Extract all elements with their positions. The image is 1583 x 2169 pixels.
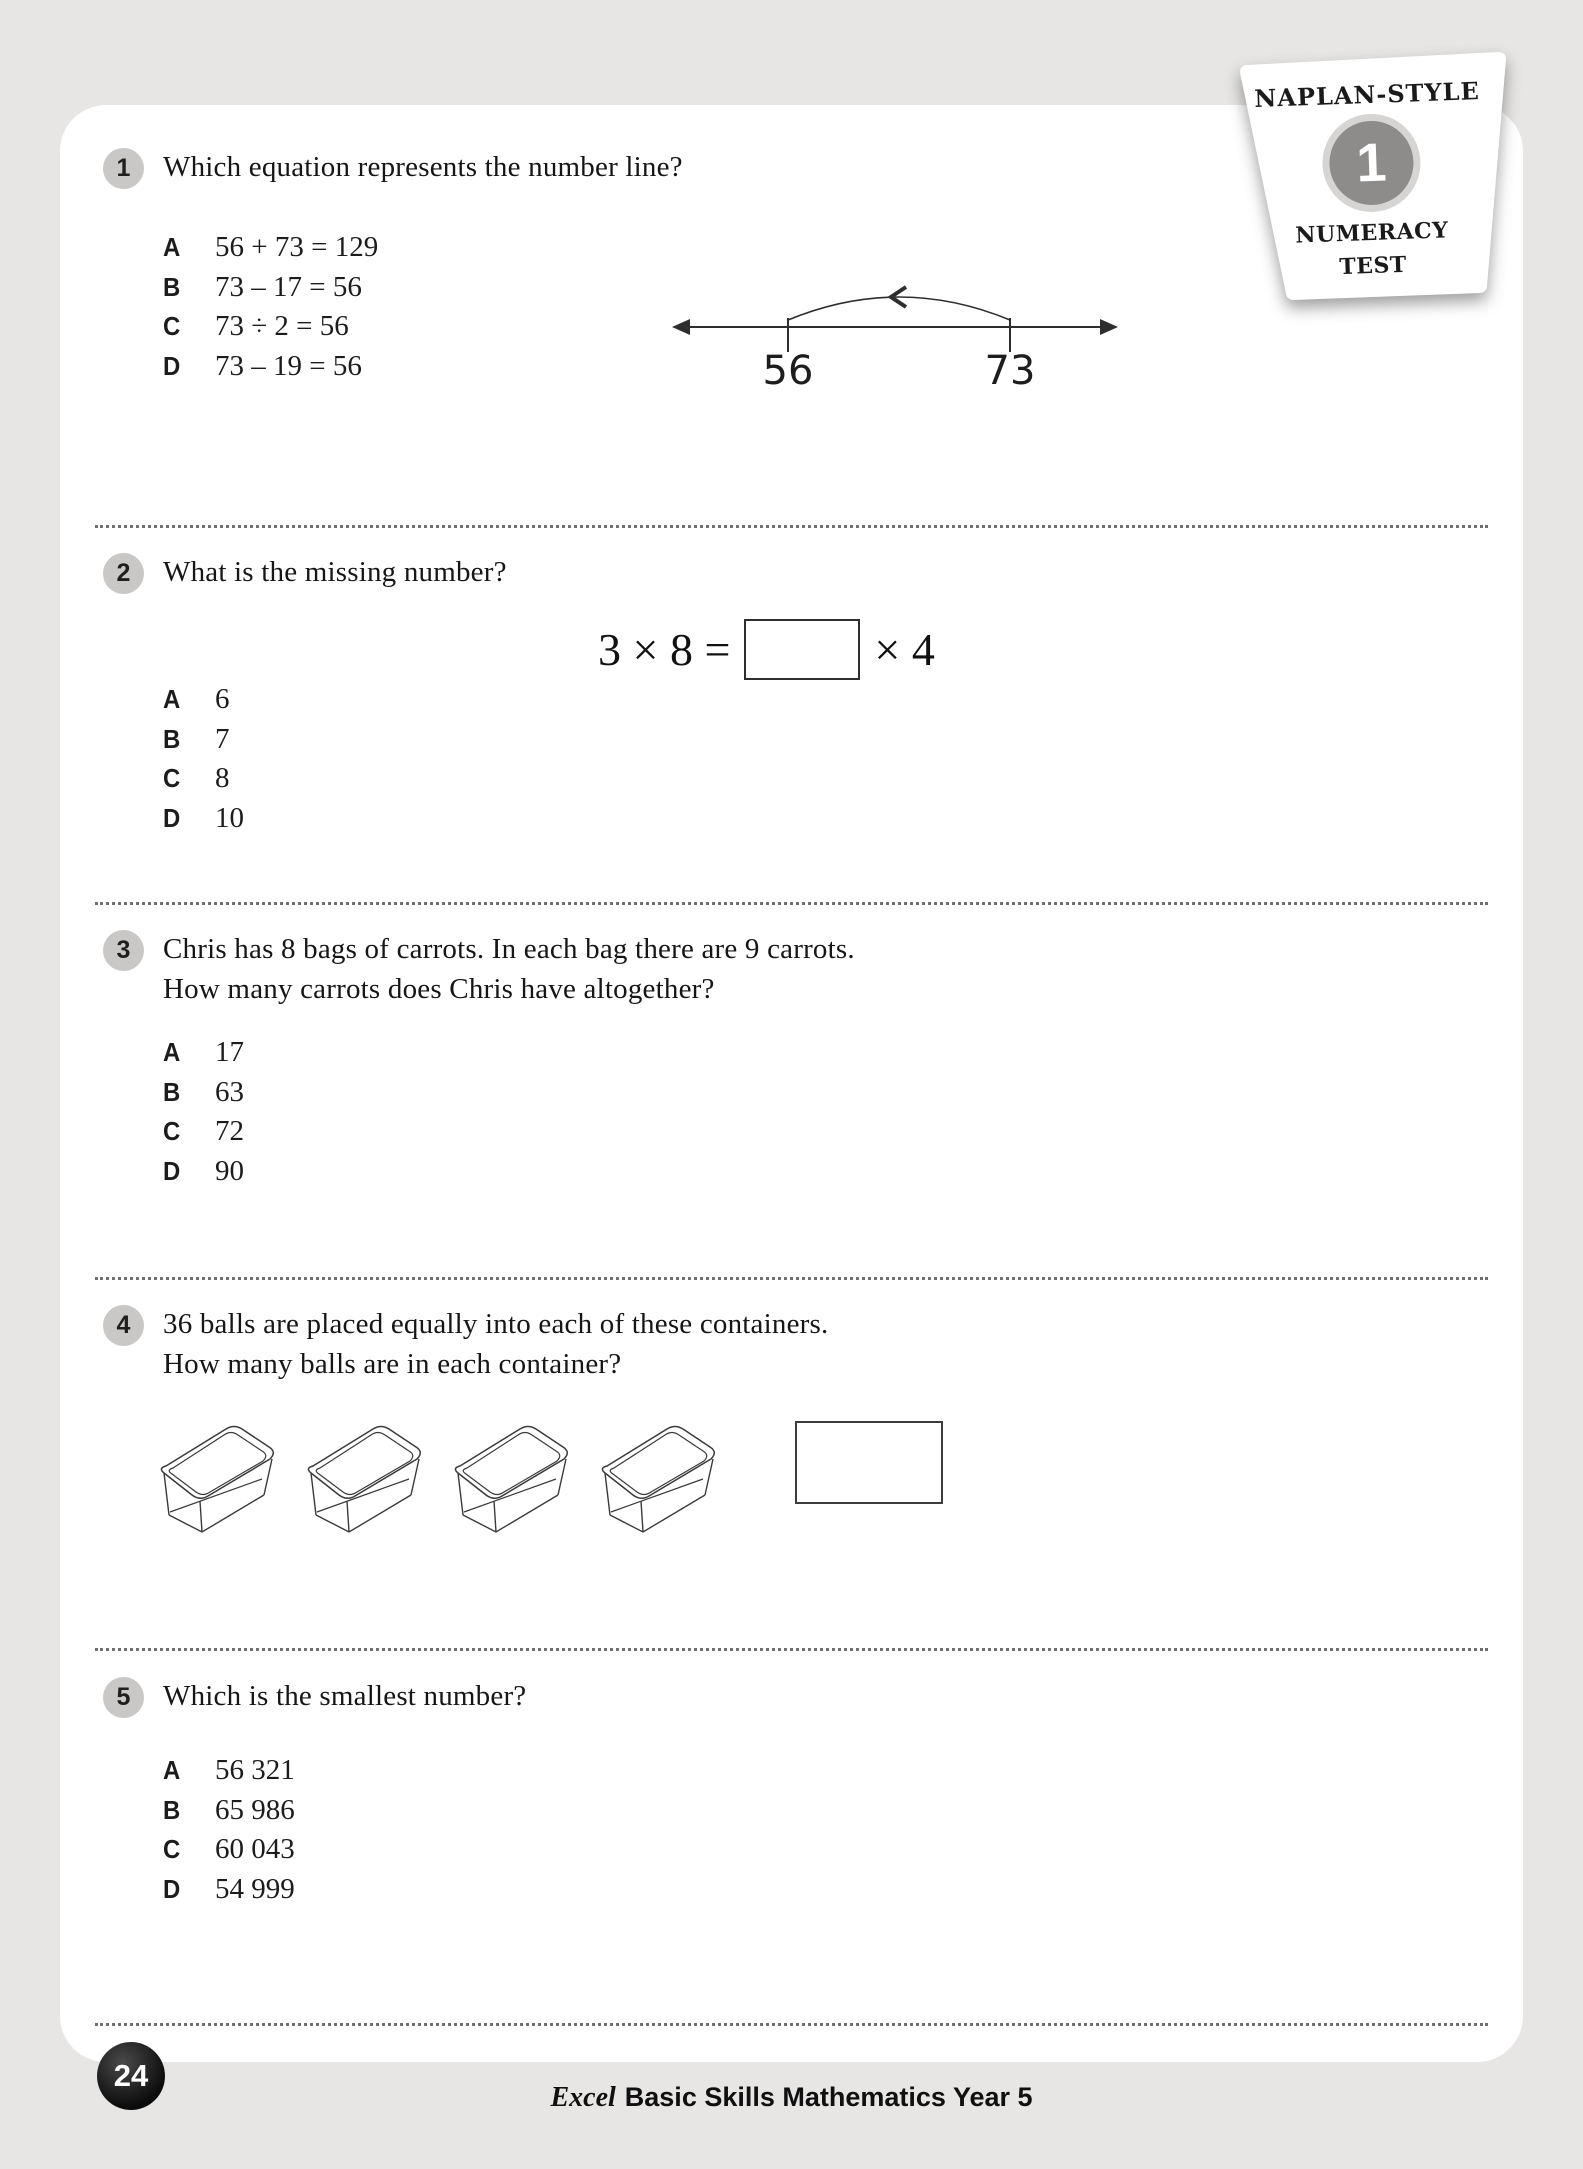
option-row [163,268,378,308]
option-value: 56 + 73 = 129 [215,231,379,264]
option-letter: A [163,1037,181,1068]
option-value: 60 043 [215,1833,295,1866]
divider [95,1648,1488,1651]
question-4-number-badge [103,1305,144,1346]
question-2-text: What is the missing number? [163,556,507,588]
option-value: 8 [215,762,230,795]
option-value: 56 321 [215,1754,295,1787]
badge-subject-line1: NUMERACY [1294,217,1449,249]
option-letter: B [163,1794,181,1825]
option-row [163,759,244,799]
container-icon [297,1418,427,1540]
option-row [163,720,244,760]
question-5-text: Which is the smallest number? [163,1680,527,1712]
option-row [163,347,378,387]
option-value: 73 – 17 = 56 [215,270,362,303]
option-value: 7 [215,722,230,755]
divider [95,1277,1488,1280]
badge-subject-line2: TEST [1338,251,1408,281]
option-letter: B [163,271,181,302]
option-letter: C [163,311,181,342]
option-value: 65 986 [215,1793,295,1826]
number-line-start-label: 56 [762,348,814,394]
question-2-number: 2 [116,559,131,587]
option-letter: C [163,1116,181,1147]
question-3-text-line1: Chris has 8 bags of carrots. In each bag there are 9 carrots. [163,933,855,965]
equation [598,612,935,686]
option-letter: D [163,1873,181,1904]
question-4-number: 4 [116,1311,131,1339]
question-2-options [163,680,244,838]
option-letter: C [163,763,181,794]
question-5-number-badge [103,1677,144,1718]
option-letter: B [163,723,181,754]
equation-lhs: 3 × 8 = [598,623,731,675]
book-title-brand: Excel [550,2082,616,2113]
question-1-options [163,228,378,386]
divider [95,902,1488,905]
option-row [163,307,378,347]
option-row [163,1791,295,1831]
option-row [163,1112,244,1152]
option-value: 10 [215,801,244,834]
option-letter: A [163,232,181,263]
option-letter: D [163,802,181,833]
number-line-diagram [660,278,1130,403]
container-icon [150,1418,280,1540]
option-letter: A [163,1755,181,1786]
option-letter: B [163,1076,181,1107]
answer-box [795,1421,943,1504]
question-5-options [163,1751,295,1909]
option-row [163,1870,295,1910]
badge-series-label: NAPLAN-STYLE [1253,76,1481,113]
option-value: 90 [215,1154,244,1187]
badge-ring [1321,112,1422,213]
container-icon [591,1418,721,1540]
divider [95,525,1488,528]
option-row [163,1751,295,1791]
option-value: 54 999 [215,1872,295,1905]
equation-rhs: × 4 [874,623,935,675]
question-4-text-line2: How many balls are in each container? [163,1348,622,1380]
question-2-number-badge [103,553,144,594]
option-row [163,1033,244,1073]
page-number: 24 [113,2058,149,2093]
badge-test-number [1328,119,1415,206]
book-title [60,2082,1523,2114]
equation-blank-box [744,619,860,680]
option-letter: A [163,684,181,715]
naplan-corner-badge [1235,48,1555,310]
book-title-rest: Basic Skills Mathematics Year 5 [624,2082,1033,2112]
left-arrowhead-icon [672,319,690,335]
question-3-text-line2: How many carrots does Chris have altogether? [163,973,715,1005]
question-3-number-badge [103,930,144,971]
question-4-text-line1: 36 balls are placed equally into each of these containers. [163,1308,829,1340]
option-row [163,680,244,720]
question-5-number: 5 [116,1683,131,1711]
option-value: 17 [215,1036,244,1069]
option-row [163,799,244,839]
option-row [163,228,378,268]
question-1-text: Which equation represents the number line? [163,151,683,183]
option-row [163,1152,244,1192]
question-3-options [163,1033,244,1191]
number-line-end-label: 73 [984,348,1036,394]
container-icon [444,1418,574,1540]
question-1-number-badge [103,148,144,189]
divider [95,2023,1488,2026]
option-letter: C [163,1834,181,1865]
badge-content [1231,43,1510,314]
badge-number-text: 1 [1355,132,1388,194]
right-arrowhead-icon [1100,319,1118,335]
option-letter: D [163,350,181,381]
option-value: 73 ÷ 2 = 56 [215,310,349,343]
option-value: 73 – 19 = 56 [215,349,362,382]
question-3-number: 3 [116,936,131,964]
option-value: 63 [215,1075,244,1108]
option-letter: D [163,1155,181,1186]
option-value: 6 [215,683,230,716]
option-row [163,1073,244,1113]
question-1-number: 1 [116,154,131,182]
option-value: 72 [215,1115,244,1148]
option-row [163,1830,295,1870]
